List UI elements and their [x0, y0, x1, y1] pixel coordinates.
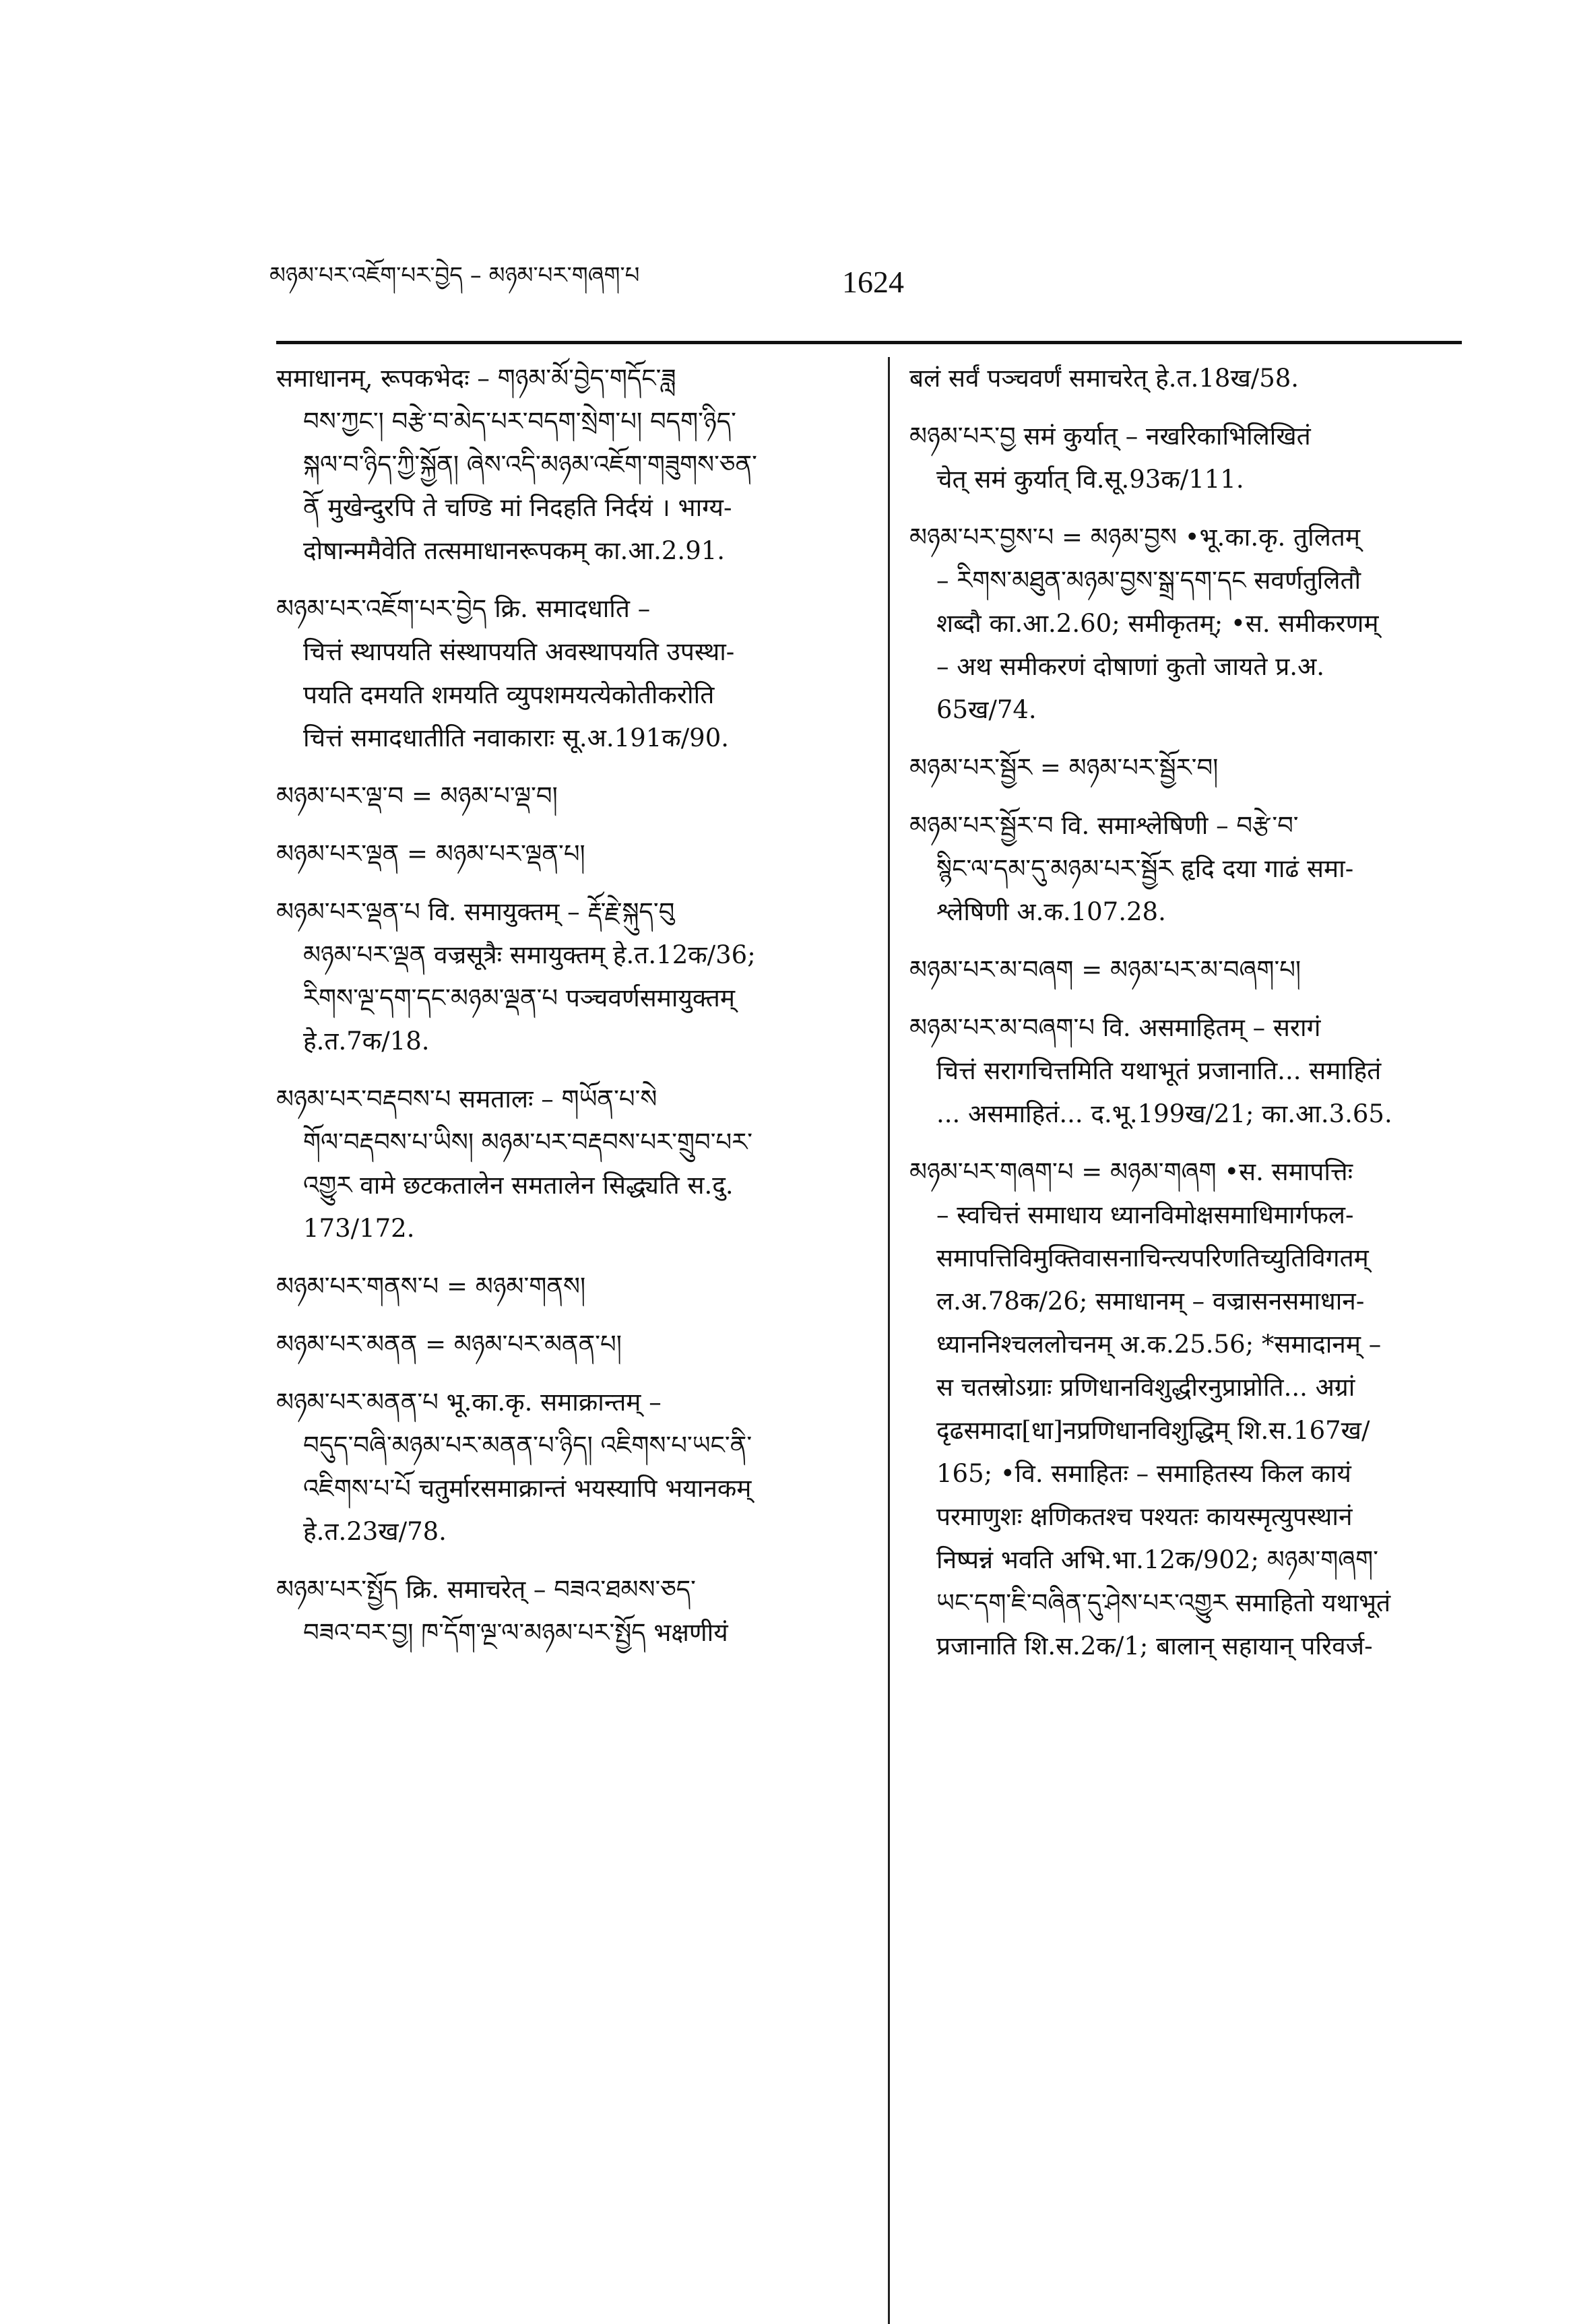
entry-line: མཉམ་པར་གཞག་པ = མཉམ་གཞག •स. समापत्तिः	[909, 1157, 1353, 1186]
dictionary-entry	[909, 804, 1462, 934]
entry-line: – स्वचित्तं समाधाय ध्यानविमोक्षसमाधिमार्गफल-	[936, 1200, 1354, 1229]
dictionary-entry	[276, 1265, 869, 1308]
entry-line: བཟའ་བར་བྱ། ཁ་དོག་ལྔ་ལ་མཉམ་པར་སྤྱོད भक्षणीयं	[303, 1618, 728, 1647]
entry-line: བདུད་བཞི་མཉམ་པར་མནན་པ་ཉིད། འཇིགས་པ་ཡང་ནི་	[303, 1431, 752, 1460]
entry-line: སྐལ་བ་ཉིད་ཀྱི་སྐྱོན། ཞེས་འདི་མཉམ་འཇོག་གཟུགས་ཅན་	[303, 450, 757, 479]
entry-line: – अथ समीकरणं दोषाणां कुतो जायते प्र.अ.	[936, 652, 1325, 681]
entry-line: མཉམ་པར་བྱ समं कुर्यात् – नखरिकाभिलिखितं	[909, 422, 1311, 451]
entry-line: འགྱུར वामे छटकतालेन समतालेन सिद्ध्यति स.दु.	[303, 1171, 734, 1200]
entry-line: स चतस्रोऽग्राः प्रणिधानविशुद्धीरनुप्राप्नोति... अग्रां	[936, 1373, 1355, 1402]
entry-line: མཉམ་པར་སྦྱོར = མཉམ་པར་སྦྱོར་བ།	[909, 753, 1219, 782]
entry-line: हे.त.7क/18.	[303, 1027, 430, 1056]
dictionary-entry	[276, 1568, 869, 1654]
entry-line: निष्पन्नं भवति अभि.भा.12क/902; མཉམ་གཞག་	[936, 1545, 1378, 1574]
entry-line: शब्दौ का.आ.2.60; समीकृतम्; •स. समीकरणम्	[936, 609, 1379, 638]
column-divider	[888, 357, 890, 2324]
entry-line: चेत् समं कुर्यात् वि.सू.93क/111.	[936, 465, 1244, 494]
entry-line: མཉམ་པར་མ་བཞག་པ वि. असमाहितम् – सरागं	[909, 1013, 1321, 1042]
running-header	[269, 255, 943, 309]
entry-line: – རིགས་མཐུན་མཉམ་བྱས་སྒྲ་དག་དང सवर्णतुलितौ	[936, 566, 1361, 595]
dictionary-entry	[909, 1151, 1462, 1668]
entry-line: ནོ मुखेन्दुरपि ते चण्डि मां निदहति निर्दयं । भाग्य-	[303, 493, 732, 522]
dictionary-entry	[276, 891, 869, 1063]
entry-line: གོལ་བརྡབས་པ་ཡིས། མཉམ་པར་བརྡབས་པར་གྲུབ་པར་	[303, 1128, 753, 1157]
entry-line: दोषान्ममैवेति तत्समाधानरूपकम् का.आ.2.91.	[303, 536, 726, 565]
entry-line: समापत्तिविमुक्तिवासनाचिन्त्यपरिणतिच्युतिविगतम्	[936, 1244, 1369, 1272]
entry-line: མཉམ་པར་ལྡན་པ वि. समायुक्तम् – རྡོ་རྗེ་སྐུད་བུ	[276, 897, 675, 926]
entry-line: पयति दमयति शमयति व्युपशमयत्येकोतीकरोति	[303, 680, 715, 709]
header-title: མཉམ་པར་འཇོག་པར་བྱེད – མཉམ་པར་གཞག་པ	[269, 262, 640, 289]
entry-line: མཉམ་པར་བརྡབས་པ समतालः – གཡོན་པ་སེ	[276, 1085, 657, 1113]
entry-line: चित्तं सरागचित्तमिति यथाभूतं प्रजानाति... समाहितं	[936, 1056, 1382, 1085]
right-column	[909, 357, 1462, 1683]
page-number: 1624	[842, 264, 904, 299]
dictionary-entry	[276, 1323, 869, 1366]
dictionary-entry	[909, 357, 1462, 400]
dictionary-entry	[909, 1006, 1462, 1136]
entry-line: परमाणुशः क्षणिकतश्च पश्यतः कायस्मृत्युपस्थानं	[936, 1502, 1353, 1531]
entry-line: ल.अ.78क/26; समाधानम् – वज्रासनसमाधान-	[936, 1287, 1365, 1316]
dictionary-entry	[909, 948, 1462, 992]
entry-line: 165; •वि. समाहितः – समाहितस्य किल कायं	[936, 1459, 1351, 1488]
dictionary-entry	[276, 587, 869, 760]
entry-line: हे.त.23ख/78.	[303, 1517, 447, 1546]
entry-line: མཉམ་པར་གནས་པ = མཉམ་གནས།	[276, 1272, 586, 1301]
dictionary-entry	[909, 516, 1462, 732]
entry-line: ... असमाहितं... द.भू.199ख/21; का.आ.3.65.	[936, 1099, 1392, 1128]
dictionary-entry	[276, 1381, 869, 1553]
entry-line: दृढसमादा[धा]नप्रणिधानविशुद्धिम् शि.स.167ख/	[936, 1416, 1370, 1445]
entry-line: श्लेषिणी अ.क.107.28.	[936, 897, 1166, 926]
entry-line: མཉམ་པར་ལྡན वज्रसूत्रैः समायुक्तम् हे.त.12क/36;	[303, 940, 756, 969]
entry-line: 65ख/74.	[936, 695, 1037, 724]
dictionary-entry	[276, 357, 869, 573]
entry-line: ध्याननिश्चललोचनम् अ.क.25.56; *समादानम् –	[936, 1330, 1382, 1359]
entry-line: སྙིང་ལ་དམ་དུ་མཉམ་པར་སྦྱོར हृदि दया गाढं समा-	[936, 854, 1354, 883]
dictionary-entry	[276, 775, 869, 818]
entry-line: མཉམ་པར་བྱས་པ = མཉམ་བྱས •भू.का.कृ. तुलितम्	[909, 523, 1360, 552]
dictionary-entry	[276, 833, 869, 876]
entry-line: མཉམ་པར་མནན་པ भू.का.कृ. समाक्रान्तम् –	[276, 1388, 662, 1417]
entry-line: མཉམ་པར་འཇོག་པར་བྱེད क्रि. समादधाति –	[276, 594, 651, 623]
entry-line: 173/172.	[303, 1214, 415, 1243]
entry-line: बलं सर्वं पञ्चवर्णं समाचरेत् हे.त.18ख/58.	[909, 364, 1299, 393]
left-column	[276, 357, 869, 1669]
dictionary-entry	[276, 1078, 869, 1250]
entry-line: समाधानम्, रूपकभेदः – གཉམ་མོ་བྱེད་གདོང་ཟླ	[276, 364, 676, 393]
header-rule	[276, 341, 1462, 344]
entry-line: མཉམ་པར་ལྡ་བ = མཉམ་པ་ལྡ་བ།	[276, 781, 558, 810]
entry-line: མཉམ་པར་སྤྱོད क्रि. समाचरेत् – བཟའ་ཐམས་ཅད་	[276, 1575, 696, 1604]
entry-line: བས་ཀྱང་། བརྩེ་བ་མེད་པར་བདག་སྲེག་པ། བདག་ཉིད་	[303, 407, 736, 436]
dictionary-entry	[909, 746, 1462, 789]
entry-line: འཇིགས་པ་པོ चतुर्मारसमाक्रान्तं भयस्यापि भयानकम्	[303, 1474, 752, 1503]
entry-line: མཉམ་པར་མ་བཞག = མཉམ་པར་མ་བཞག་པ།	[909, 955, 1301, 984]
entry-line: མཉམ་པར་ལྡན = མཉམ་པར་ལྡན་པ།	[276, 839, 585, 868]
entry-line: चित्तं समादधातीति नवाकाराः सू.अ.191क/90.	[303, 723, 730, 752]
entry-line: ཡང་དག་ཇི་བཞིན་དུ་ཤེས་པར་འགྱུར समाहितो यथाभूतं	[936, 1588, 1391, 1617]
entry-line: རིགས་ལྔ་དག་དང་མཉམ་ལྡན་པ पञ्चवर्णसमायुक्तम्	[303, 983, 735, 1012]
entry-line: མཉམ་པར་སྦྱོར་བ वि. समाश्लेषिणी – བརྩེ་བ་	[909, 811, 1299, 840]
entry-line: प्रजानाति शि.स.2क/1; बालान् सहायान् परिवर्ज-	[936, 1632, 1373, 1660]
entry-line: चित्तं स्थापयति संस्थापयति अवस्थापयति उपस्था-	[303, 637, 735, 666]
entry-line: མཉམ་པར་མནན = མཉམ་པར་མནན་པ།	[276, 1330, 622, 1359]
dictionary-entry	[909, 415, 1462, 501]
